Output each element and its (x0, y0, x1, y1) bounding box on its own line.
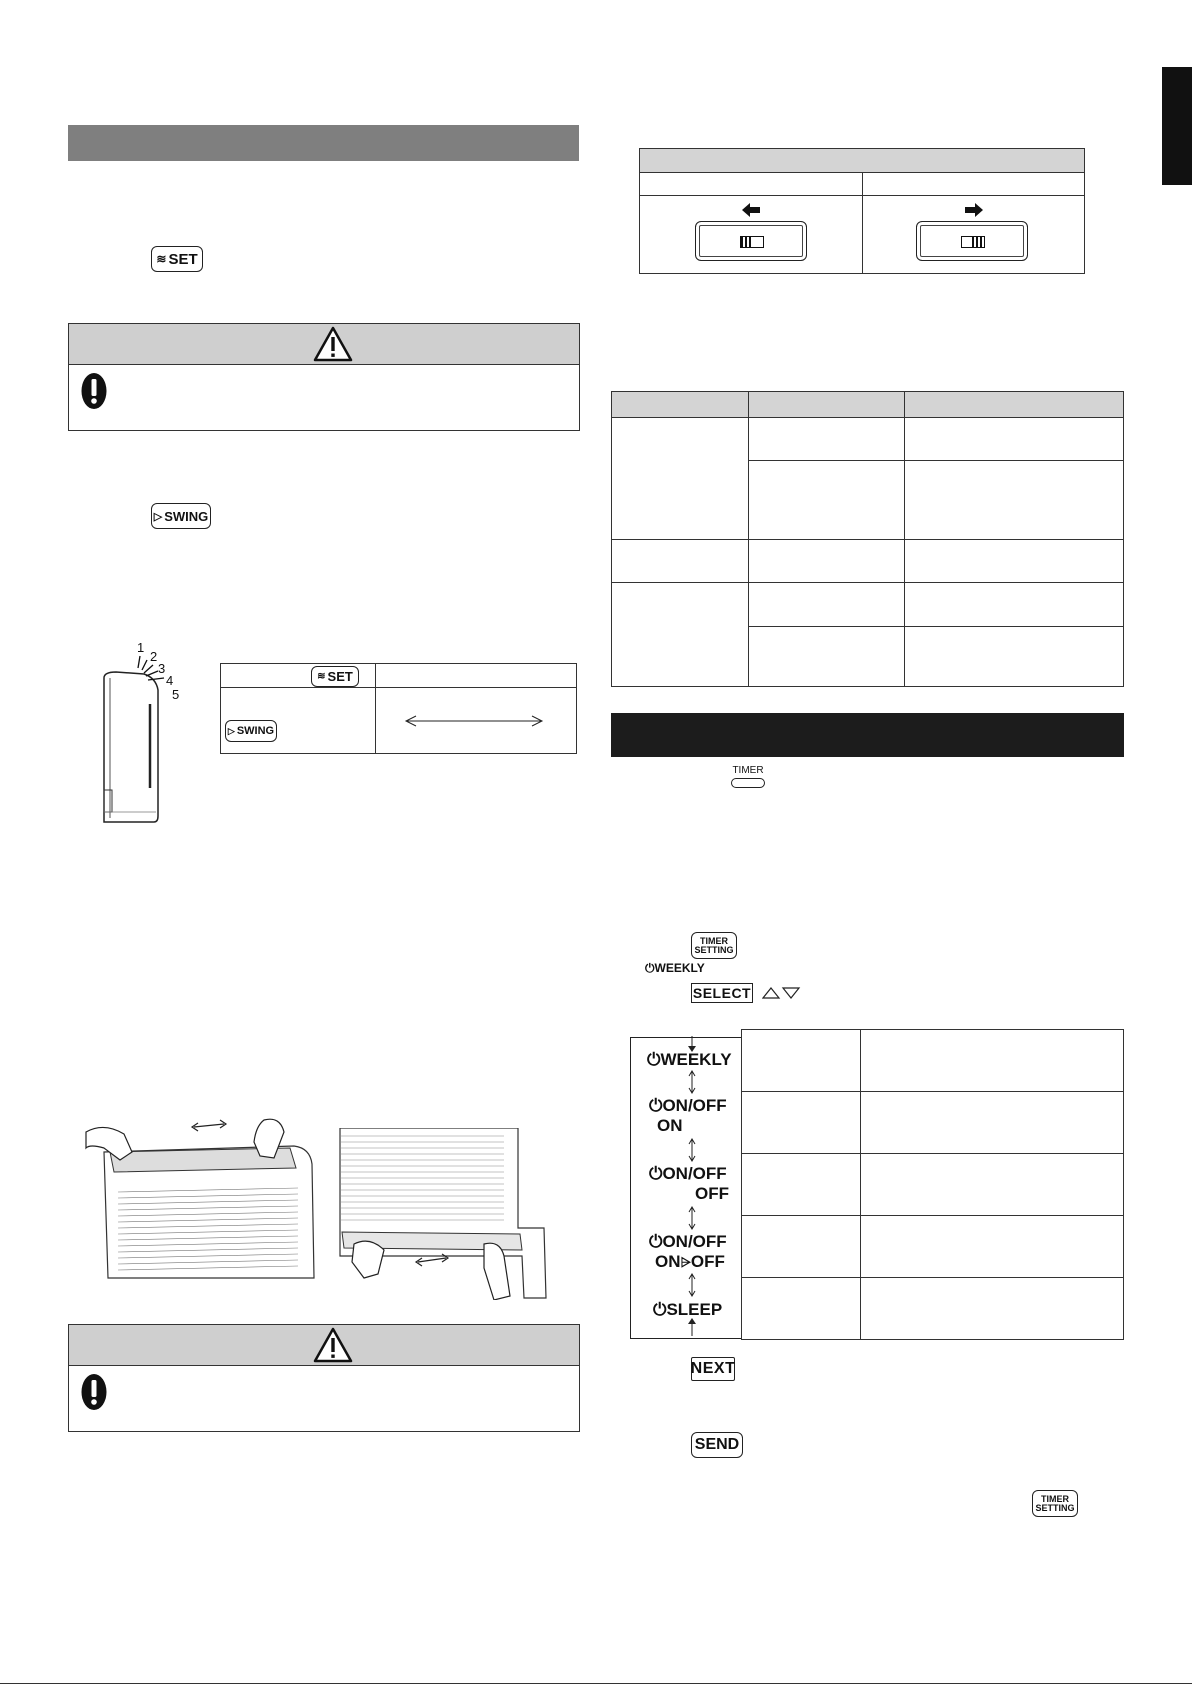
up-down-arrows-icon[interactable] (762, 986, 802, 1000)
swing-arrow-icon: ▷ (153, 510, 163, 523)
weekly-mode-indicator: ⏻WEEKLY (645, 961, 705, 975)
mode-on-off-on-off: ⏻ON/OFF ON⩥OFF (649, 1232, 727, 1271)
switch-right-cell (863, 196, 1085, 274)
footer-rule (0, 1683, 1192, 1684)
set-button[interactable]: ≋ SET (151, 246, 203, 272)
clock-icon: ⏻ (649, 1232, 663, 1251)
switch-left-illustration (695, 221, 807, 261)
arrow-right-icon (963, 203, 983, 217)
settings-table (611, 391, 1124, 687)
table-cell-range (376, 688, 577, 754)
timer-button[interactable] (731, 778, 765, 788)
next-button[interactable]: NEXT (691, 1357, 735, 1381)
on-to-off-icon: ⩥ (680, 1255, 691, 1270)
switch-right-illustration (916, 221, 1028, 261)
swing-button-small: ▷ SWING (225, 720, 277, 742)
mode-sleep: ⏻SLEEP (653, 1300, 723, 1319)
clock-icon: ⏻ (649, 1164, 663, 1183)
timer-button-group (728, 766, 768, 788)
caution-header (69, 1325, 579, 1366)
arrow-left-icon (742, 203, 762, 217)
table-cell-empty (376, 664, 577, 688)
switch-table-col-left (640, 173, 863, 196)
set-button-small: ≋ SET (311, 666, 359, 687)
set-fan-icon: ≋ (317, 671, 326, 682)
louver-adjust-top-illustration (84, 1112, 322, 1280)
mode-weekly: ⏻WEEKLY (647, 1050, 732, 1069)
caution-box-bottom (68, 1324, 580, 1432)
double-arrow-icon (376, 711, 576, 731)
louver-adjust-bottom-illustration (334, 1128, 560, 1300)
timer-section-bar (611, 713, 1124, 757)
timer-setting-button[interactable]: TIMER SETTING (691, 932, 737, 959)
clock-icon: ⏻ (649, 1096, 663, 1115)
mandatory-icon (81, 372, 107, 410)
mandatory-icon (81, 1373, 107, 1411)
table-cell-set (221, 664, 376, 688)
louver-position-5: 5 (172, 687, 180, 702)
timer-setting-button-bottom[interactable]: TIMER SETTING (1032, 1490, 1078, 1517)
warning-triangle-icon (313, 326, 353, 362)
louver-position-1: 1 (137, 640, 145, 655)
timer-mode-table (741, 1029, 1124, 1340)
switch-table-header (640, 149, 1085, 173)
mode-on-off-on: ⏻ON/OFF ON (649, 1096, 727, 1135)
switch-position-table (639, 148, 1085, 274)
caution-box-top (68, 323, 580, 431)
unit-side-view-diagram (98, 638, 190, 826)
clock-icon: ⏻ (645, 961, 655, 975)
louver-position-4: 4 (166, 673, 174, 688)
swing-arrow-icon: ▷ (227, 725, 235, 736)
page-tab-marker (1162, 67, 1192, 185)
table-cell-swing (221, 688, 376, 754)
caution-header (69, 324, 579, 365)
louver-position-2: 2 (150, 649, 158, 664)
switch-table-col-right (863, 173, 1085, 196)
timer-button-label: TIMER (732, 765, 764, 776)
clock-icon: ⏻ (647, 1050, 661, 1069)
warning-triangle-icon (313, 1327, 353, 1363)
set-fan-icon: ≋ (156, 252, 167, 266)
switch-left-cell (640, 196, 863, 274)
louver-position-3: 3 (158, 661, 166, 676)
select-button[interactable]: SELECT (692, 985, 752, 1001)
send-button[interactable]: SEND (691, 1432, 743, 1458)
swing-setting-table (220, 663, 577, 754)
swing-button[interactable]: ▷ SWING (151, 503, 211, 529)
mode-on-off-off: ⏻ON/OFF OFF (649, 1164, 729, 1203)
clock-icon: ⏻ (653, 1300, 667, 1319)
section-header-bar (68, 125, 579, 161)
